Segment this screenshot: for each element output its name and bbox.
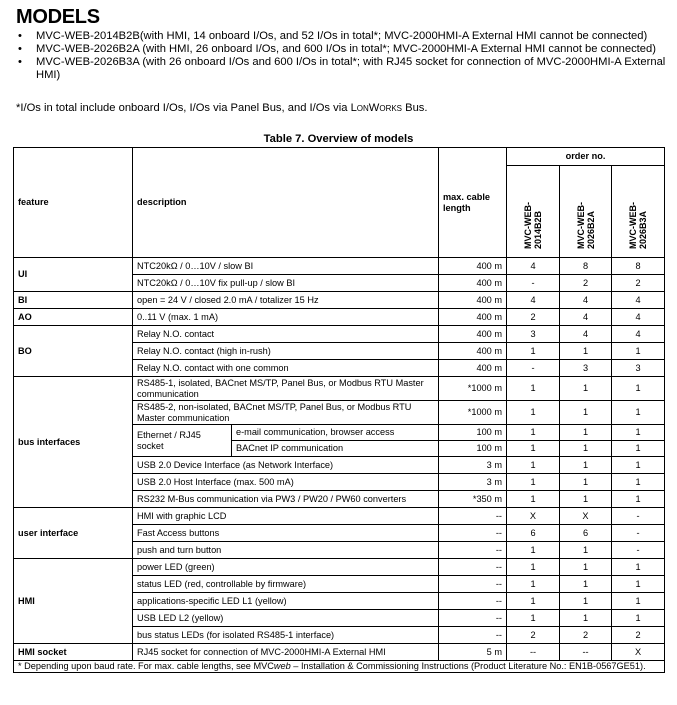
sub-feature-cell: Ethernet / RJ45 socket	[133, 425, 232, 457]
cable-length-cell: 100 m	[439, 425, 507, 441]
value-cell: 1	[507, 401, 560, 425]
value-cell: 1	[560, 559, 612, 576]
value-cell: 1	[560, 542, 612, 559]
cable-length-cell: --	[439, 525, 507, 542]
header-feature: feature	[14, 148, 133, 258]
value-cell: 4	[507, 292, 560, 309]
header-model-2: MVC-WEB-2026B2A	[575, 202, 596, 250]
value-cell: 6	[507, 525, 560, 542]
description-cell: RJ45 socket for connection of MVC-2000HMI-A External HMI	[133, 644, 439, 661]
table-footnote-row	[14, 661, 665, 673]
cable-length-cell: 400 m	[439, 258, 507, 275]
header-description: description	[133, 148, 439, 258]
value-cell: 2	[507, 309, 560, 326]
value-cell: 2	[560, 275, 612, 292]
description-cell: push and turn button	[133, 542, 439, 559]
cable-length-cell: 3 m	[439, 474, 507, 491]
cable-length-cell: 400 m	[439, 360, 507, 377]
value-cell: 1	[507, 441, 560, 457]
value-cell: 1	[560, 441, 612, 457]
value-cell: 1	[507, 343, 560, 360]
value-cell: -	[507, 275, 560, 292]
table-row	[14, 292, 665, 309]
value-cell: 3	[560, 360, 612, 377]
lonworks-text: LonWorks	[350, 102, 403, 114]
value-cell: -	[612, 508, 665, 525]
io-footnote-text: *I/Os in total include onboard I/Os, I/Os via Panel Bus, and I/Os via	[16, 102, 351, 114]
value-cell: 1	[612, 343, 665, 360]
value-cell: 6	[560, 525, 612, 542]
value-cell: 1	[560, 343, 612, 360]
feature-cell: HMI	[14, 559, 133, 644]
description-cell: BACnet IP communication	[232, 441, 439, 457]
value-cell: 1	[507, 377, 560, 401]
cable-length-cell: *1000 m	[439, 401, 507, 425]
cable-length-cell: --	[439, 542, 507, 559]
value-cell: -	[612, 542, 665, 559]
table-row	[14, 309, 665, 326]
description-cell: RS485-2, non-isolated, BACnet MS/TP, Panel Bus, or Modbus RTU Master communication	[133, 401, 439, 425]
value-cell: 1	[560, 610, 612, 627]
description-cell: Relay N.O. contact	[133, 326, 439, 343]
value-cell: 4	[507, 258, 560, 275]
value-cell: 1	[612, 425, 665, 441]
cable-length-cell: 400 m	[439, 275, 507, 292]
header-model-1: MVC-WEB-2014B2B	[523, 202, 543, 250]
io-footnote-suffix: Bus.	[402, 102, 428, 114]
cable-length-cell: --	[439, 610, 507, 627]
value-cell: --	[507, 644, 560, 661]
description-cell: Relay N.O. contact with one common	[133, 360, 439, 377]
value-cell: -	[507, 360, 560, 377]
table-row	[14, 377, 665, 401]
feature-cell: BI	[14, 292, 133, 309]
footnote-text: * Depending upon baud rate. For max. cable lengths, see MVC	[18, 661, 274, 671]
value-cell: 1	[507, 542, 560, 559]
description-cell: USB 2.0 Host Interface (max. 500 mA)	[133, 474, 439, 491]
value-cell: 4	[612, 309, 665, 326]
model-list-item: • MVC-WEB-2014B2B(with HMI, 14 onboard I/Os, and 52 I/Os in total*; MVC-2000HMI-A External HMI cannot be connected)	[16, 30, 666, 43]
value-cell: 1	[507, 491, 560, 508]
table-row	[14, 644, 665, 661]
overview-table	[13, 147, 665, 673]
cable-length-cell: 100 m	[439, 441, 507, 457]
value-cell: 1	[560, 457, 612, 474]
value-cell: X	[560, 508, 612, 525]
value-cell: 1	[560, 425, 612, 441]
value-cell: 1	[560, 401, 612, 425]
table-row	[14, 559, 665, 576]
value-cell: 1	[612, 441, 665, 457]
description-cell: Relay N.O. contact (high in-rush)	[133, 343, 439, 360]
model-list-item: • MVC-WEB-2026B3A (with 26 onboard I/Os and 600 I/Os in total*; with RJ45 socket for connection of MVC-2000HMI-A External HMI)	[16, 56, 666, 82]
value-cell: 1	[560, 491, 612, 508]
feature-cell: user interface	[14, 508, 133, 559]
value-cell: 3	[507, 326, 560, 343]
value-cell: -	[612, 525, 665, 542]
feature-cell: AO	[14, 309, 133, 326]
description-cell: RS232 M-Bus communication via PW3 / PW20 / PW60 converters	[133, 491, 439, 508]
model-list-item: • MVC-WEB-2026B2A (with HMI, 26 onboard I/Os, and 600 I/Os in total*; MVC-2000HMI-A External HMI cannot be connected)	[16, 43, 666, 56]
value-cell: 1	[560, 377, 612, 401]
table-footnote	[14, 661, 665, 673]
description-cell: e-mail communication, browser access	[232, 425, 439, 441]
value-cell: 4	[560, 292, 612, 309]
value-cell: X	[612, 644, 665, 661]
cable-length-cell: --	[439, 627, 507, 644]
value-cell: 2	[560, 627, 612, 644]
header-cable-length: max. cable length	[439, 148, 507, 258]
description-cell: 0..11 V (max. 1 mA)	[133, 309, 439, 326]
value-cell: 1	[507, 610, 560, 627]
feature-cell: BO	[14, 326, 133, 377]
footnote-emphasis: web	[273, 661, 291, 671]
value-cell: 1	[612, 610, 665, 627]
header-model-3: MVC-WEB-2026B3A	[628, 202, 649, 250]
value-cell: 4	[612, 326, 665, 343]
table-row	[14, 326, 665, 343]
description-cell: NTC20kΩ / 0…10V fix pull-up / slow BI	[133, 275, 439, 292]
value-cell: 1	[507, 457, 560, 474]
value-cell: 8	[612, 258, 665, 275]
cable-length-cell: 400 m	[439, 343, 507, 360]
header-order-no: order no.	[507, 148, 665, 166]
cable-length-cell: 400 m	[439, 326, 507, 343]
value-cell: 1	[507, 559, 560, 576]
cable-length-cell: 400 m	[439, 309, 507, 326]
table-row	[14, 508, 665, 525]
description-cell: USB LED L2 (yellow)	[133, 610, 439, 627]
description-cell: USB 2.0 Device Interface (as Network Interface)	[133, 457, 439, 474]
feature-cell: bus interfaces	[14, 377, 133, 508]
value-cell: 2	[612, 275, 665, 292]
value-cell: 1	[507, 474, 560, 491]
value-cell: 1	[612, 593, 665, 610]
value-cell: 1	[560, 593, 612, 610]
value-cell: 1	[612, 474, 665, 491]
value-cell: 1	[612, 576, 665, 593]
cable-length-cell: 400 m	[439, 292, 507, 309]
value-cell: 2	[507, 627, 560, 644]
description-cell: Fast Access buttons	[133, 525, 439, 542]
value-cell: 4	[560, 309, 612, 326]
io-footnote	[16, 102, 428, 114]
feature-cell: HMI socket	[14, 644, 133, 661]
description-cell: power LED (green)	[133, 559, 439, 576]
value-cell: 1	[507, 576, 560, 593]
cable-length-cell: --	[439, 508, 507, 525]
value-cell: 4	[560, 326, 612, 343]
value-cell: 2	[612, 627, 665, 644]
cable-length-cell: --	[439, 559, 507, 576]
model-list	[16, 30, 666, 82]
cable-length-cell: *350 m	[439, 491, 507, 508]
value-cell: 3	[612, 360, 665, 377]
value-cell: 1	[612, 457, 665, 474]
table-row	[14, 258, 665, 275]
value-cell: 1	[612, 559, 665, 576]
value-cell: 4	[612, 292, 665, 309]
cable-length-cell: --	[439, 593, 507, 610]
description-cell: status LED (red, controllable by firmware)	[133, 576, 439, 593]
value-cell: 1	[612, 377, 665, 401]
value-cell: 1	[507, 593, 560, 610]
value-cell: 1	[560, 474, 612, 491]
footnote-text-suffix: – Installation & Commissioning Instructions (Product Literature No.: EN1B-0567GE51).	[290, 661, 646, 671]
description-cell: RS485-1, isolated, BACnet MS/TP, Panel Bus, or Modbus RTU Master communication	[133, 377, 439, 401]
table-caption: Table 7. Overview of models	[263, 133, 414, 145]
cable-length-cell: 3 m	[439, 457, 507, 474]
value-cell: 1	[612, 401, 665, 425]
description-cell: HMI with graphic LCD	[133, 508, 439, 525]
description-cell: bus status LEDs (for isolated RS485-1 interface)	[133, 627, 439, 644]
value-cell: X	[507, 508, 560, 525]
feature-cell: UI	[14, 258, 133, 292]
section-heading: MODELS	[16, 6, 100, 28]
description-cell: open = 24 V / closed 2.0 mA / totalizer 15 Hz	[133, 292, 439, 309]
description-cell: applications-specific LED L1 (yellow)	[133, 593, 439, 610]
value-cell: 1	[612, 491, 665, 508]
cable-length-cell: 5 m	[439, 644, 507, 661]
value-cell: --	[560, 644, 612, 661]
value-cell: 1	[560, 576, 612, 593]
description-cell: NTC20kΩ / 0…10V / slow BI	[133, 258, 439, 275]
value-cell: 8	[560, 258, 612, 275]
value-cell: 1	[507, 425, 560, 441]
cable-length-cell: --	[439, 576, 507, 593]
cable-length-cell: *1000 m	[439, 377, 507, 401]
